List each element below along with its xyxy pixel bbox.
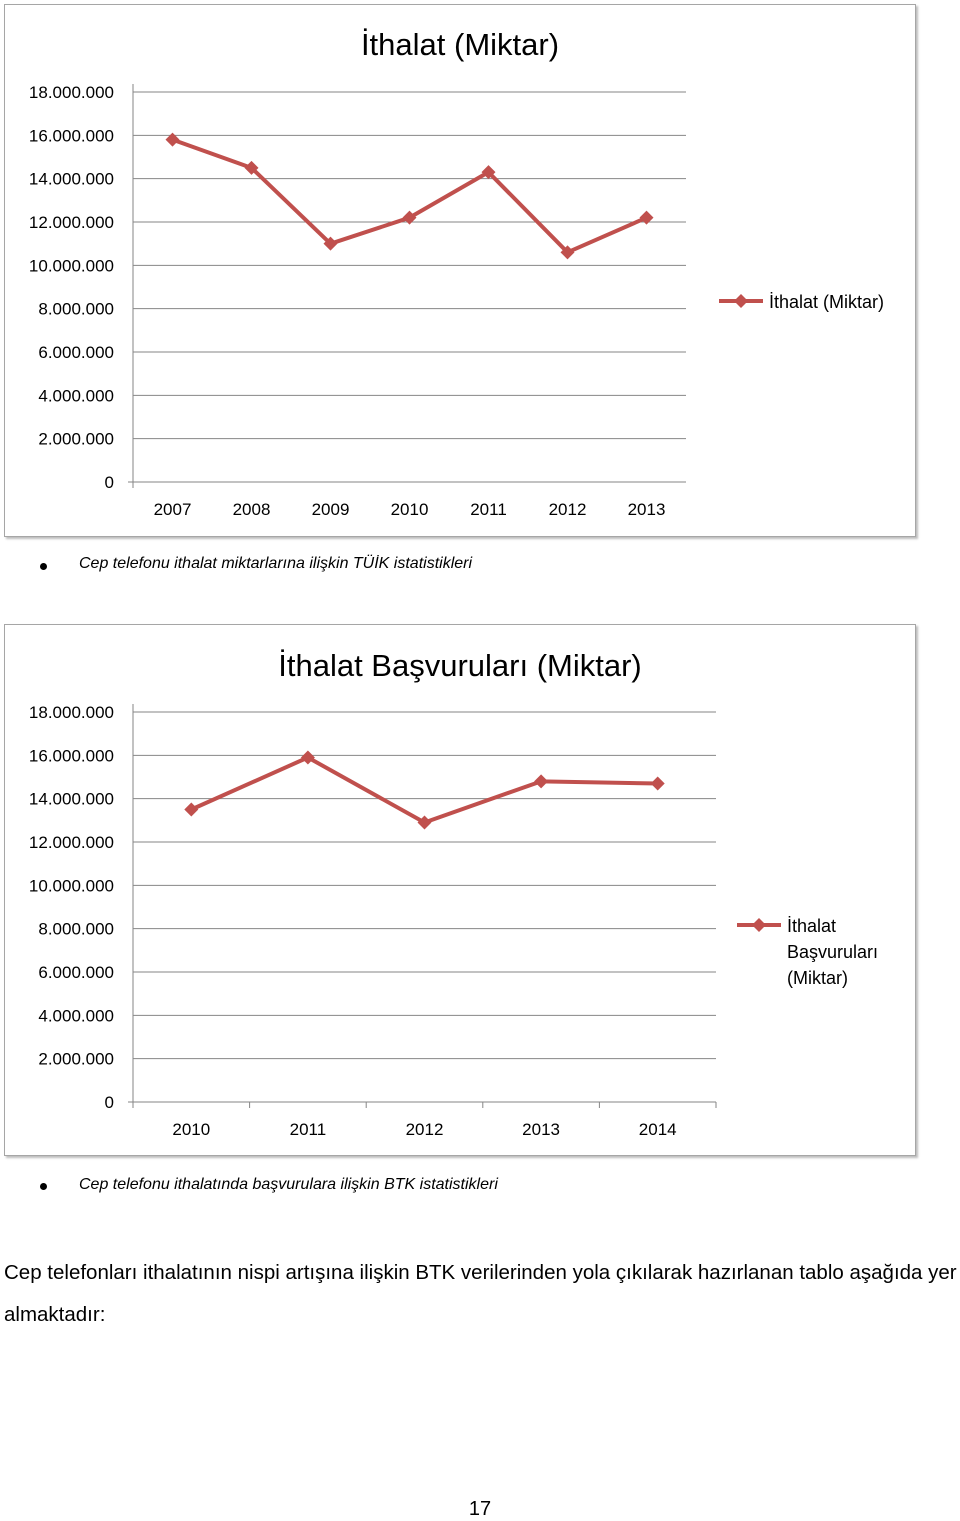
x-tick-label: 2009 <box>311 500 350 519</box>
legend-label: İthalat (Miktar) <box>769 292 885 312</box>
y-tick-label: 6.000.000 <box>38 963 114 982</box>
y-tick-label: 2.000.000 <box>38 429 114 449</box>
x-tick-label: 2011 <box>289 1120 327 1139</box>
y-tick-label: 14.000.000 <box>28 169 114 189</box>
legend-label: Başvuruları <box>787 942 879 962</box>
y-tick-label: 14.000.000 <box>28 789 114 809</box>
legend-marker <box>734 294 748 308</box>
y-tick-label: 16.000.000 <box>28 126 114 146</box>
y-tick-label: 4.000.000 <box>38 386 114 406</box>
chart-ithalat-basvurulari <box>4 624 916 1156</box>
data-point <box>640 211 654 225</box>
legend-label: İthalat <box>787 916 837 936</box>
data-point <box>166 133 180 147</box>
x-tick-label: 2012 <box>548 500 587 519</box>
y-tick-label: 18.000.000 <box>28 83 114 102</box>
body-paragraph: Cep telefonları ithalatının nispi artışına ilişkin BTK verilerinden yola çıkılarak hazırlanan tablo aşağıda yer almaktadır: <box>4 1261 957 1326</box>
y-tick-label: 10.000.000 <box>28 256 114 276</box>
chart-ithalat-miktar-svg <box>5 5 915 536</box>
data-point <box>651 777 665 791</box>
y-tick-label: 0 <box>104 1093 114 1112</box>
x-tick-label: 2010 <box>172 1120 211 1139</box>
y-tick-label: 0 <box>104 473 114 492</box>
series-line <box>173 140 647 253</box>
y-tick-label: 10.000.000 <box>28 876 114 896</box>
y-tick-label: 12.000.000 <box>28 213 114 232</box>
legend-marker <box>752 918 766 932</box>
x-tick-label: 2012 <box>405 1120 444 1139</box>
page-number: 17 <box>468 1498 492 1520</box>
y-tick-label: 8.000.000 <box>38 299 114 319</box>
x-tick-label: 2011 <box>470 500 507 519</box>
y-tick-label: 4.000.000 <box>38 1006 114 1026</box>
legend-label: (Miktar) <box>787 968 848 988</box>
chart-ithalat-basvurulari-svg <box>5 625 915 1155</box>
caption-btk: Cep telefonu ithalatında başvurulara ilişkin BTK istatistikleri <box>79 1176 498 1193</box>
caption-tuik: Cep telefonu ithalat miktarlarına ilişkin TÜİK istatistikleri <box>79 555 473 572</box>
chart-title: İthalat Başvuruları (Miktar) <box>278 648 642 683</box>
chart-title: İthalat (Miktar) <box>360 27 560 62</box>
bullet-point <box>40 1183 47 1190</box>
data-point <box>534 774 548 788</box>
y-tick-label: 2.000.000 <box>38 1049 114 1069</box>
y-tick-label: 8.000.000 <box>38 919 114 939</box>
x-tick-label: 2013 <box>627 500 666 519</box>
x-tick-label: 2013 <box>522 1120 561 1139</box>
x-tick-label: 2010 <box>390 500 429 519</box>
series-line <box>191 758 657 823</box>
y-tick-label: 18.000.000 <box>28 703 114 722</box>
y-tick-label: 16.000.000 <box>28 746 114 766</box>
x-tick-label: 2014 <box>638 1120 677 1139</box>
data-point <box>184 803 198 817</box>
y-tick-label: 6.000.000 <box>38 343 114 362</box>
x-tick-label: 2007 <box>153 500 192 519</box>
x-tick-label: 2008 <box>232 500 271 519</box>
chart-ithalat-miktar <box>4 4 916 537</box>
y-tick-label: 12.000.000 <box>28 833 114 852</box>
bullet-point <box>40 563 47 570</box>
